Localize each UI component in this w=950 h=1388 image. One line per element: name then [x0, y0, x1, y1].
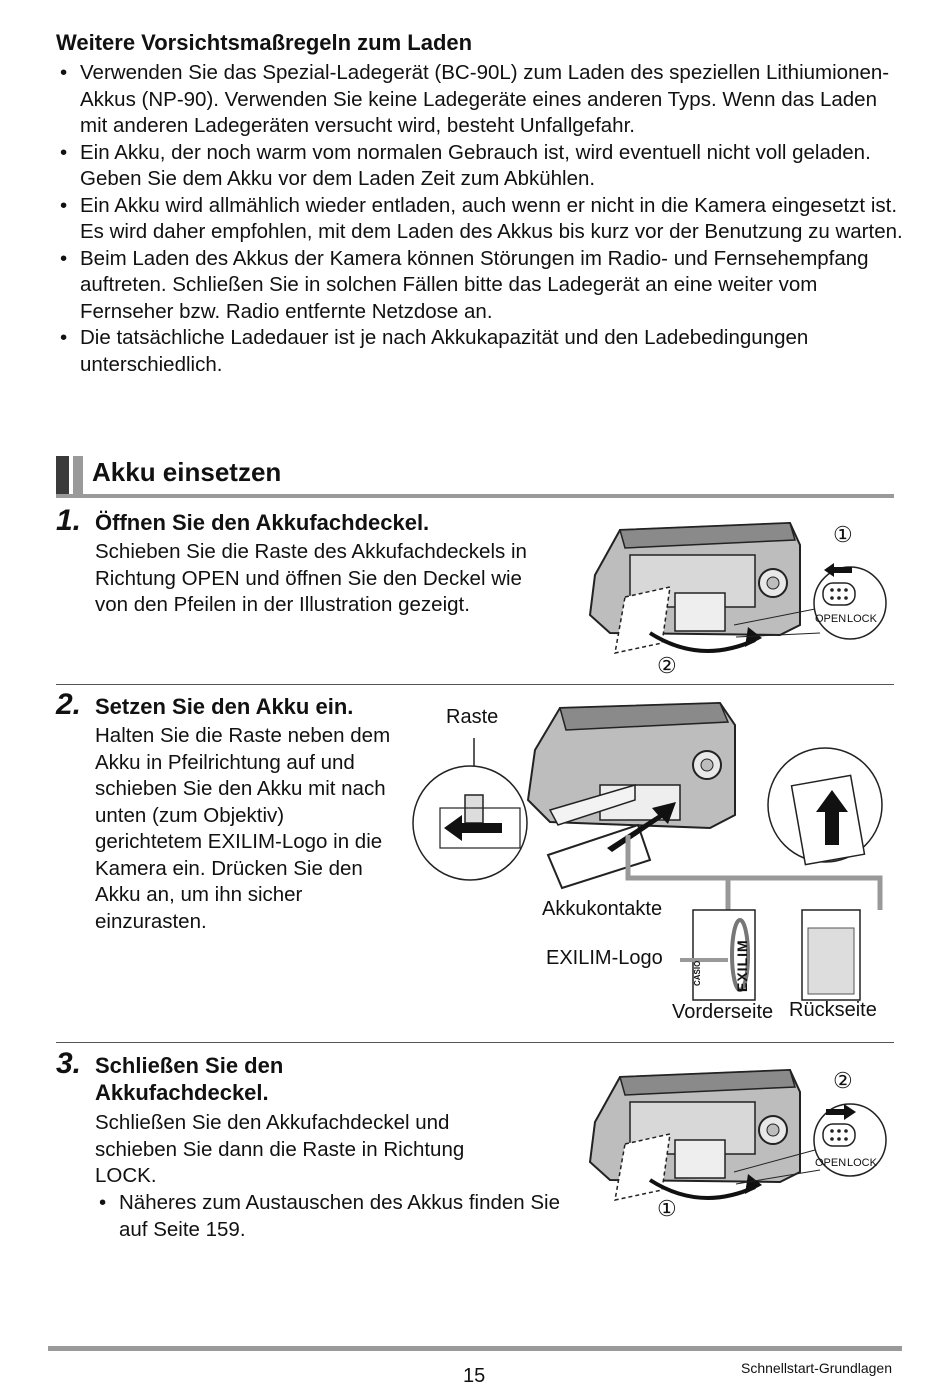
figure-label: Vorderseite	[672, 1001, 774, 1023]
footer-rule	[48, 1346, 902, 1351]
figure-label: Akkukontakte	[542, 898, 663, 920]
figure-label: EXILIM-Logo	[546, 947, 663, 969]
section-marker	[56, 456, 69, 494]
step-title: Akkufachdeckel.	[95, 1080, 269, 1105]
step-body: Schieben Sie die Raste des Akkufachdeckels in Richtung OPEN und öffnen Sie den Deckel wie von den Pfeilen in der Illustration gezeigt.	[95, 540, 527, 616]
step-number: 2.	[56, 688, 82, 721]
switch-open-label: OPEN	[815, 1157, 847, 1169]
list-item: • Ein Akku wird allmählich wieder entladen, auch wenn er nicht in die Kamera eingesetzt ist. Es wird daher empfohlen, mit dem Laden des Akkus bis kurz vor der Benutzung zu warten.	[56, 193, 906, 246]
step-title: Schließen Sie den	[95, 1053, 284, 1078]
list-item: • Verwenden Sie das Spezial-Ladegerät (BC-90L) zum Laden des speziellen Lithiumionen-Akkus (NP-90). Verwenden Sie keine Ladegeräte eines anderen Typs. Wenn das Laden mit anderen Ladegeräten versucht wird, besteht Unfallgefahr.	[56, 60, 906, 140]
step-note: Näheres zum Austauschen des Akkus finden Sie auf Seite 159.	[119, 1191, 561, 1241]
step-body: Halten Sie die Raste neben dem Akku in Pfeilrichtung auf und schieben Sie den Akku mit nach unten (zum Objektiv) gerichtetem EXILIM-Logo in die Kamera ein. Drücken Sie den Akku an, um ihn sicher einzurasten.	[95, 724, 391, 933]
step-title: Setzen Sie den Akku ein.	[95, 694, 354, 719]
note-bullet: •	[99, 1191, 107, 1214]
battery-brand-text: CASIO	[693, 960, 702, 986]
callout-number: ①	[833, 522, 853, 547]
battery-logo-text: EXILIM	[734, 939, 750, 992]
section-header	[56, 456, 894, 498]
switch-lock-label: LOCK	[847, 1157, 877, 1169]
step-body: Schließen Sie den Akkufachdeckel und schieben Sie dann die Raste in Richtung LOCK.	[95, 1111, 465, 1187]
precautions-heading: Weitere Vorsichtsmaßregeln zum Laden	[56, 30, 473, 55]
switch-open-label: OPEN	[815, 613, 847, 625]
precautions-list	[56, 60, 906, 378]
figure-label: Rückseite	[789, 999, 877, 1021]
step-separator	[56, 1042, 894, 1043]
list-item: • Beim Laden des Akkus der Kamera können Störungen im Radio- und Fernsehempfang auftreten. Schließen Sie in solchen Fällen bitte das Ladegerät an eine weiter vom Fernseher bzw. Radio entfernte Netzdose an.	[56, 246, 906, 326]
callout-number: ②	[833, 1068, 853, 1093]
insert-battery-illustration	[410, 700, 895, 1020]
callout-number: ②	[657, 653, 677, 678]
figure-label: Raste	[446, 706, 499, 728]
step-title: Öffnen Sie den Akkufachdeckel.	[95, 510, 430, 535]
list-item: • Die tatsächliche Ladedauer ist je nach Akkukapazität und den Ladebedingungen unterschiedlich.	[56, 325, 906, 378]
section-title: Akku einsetzen	[92, 457, 282, 487]
step-separator	[56, 684, 894, 685]
callout-number: ①	[657, 1196, 677, 1221]
step-number: 1.	[56, 504, 82, 537]
chapter-name: Schnellstart-Grundlagen	[741, 1360, 892, 1376]
switch-lock-label: LOCK	[847, 613, 877, 625]
list-item: • Ein Akku, der noch warm vom normalen Gebrauch ist, wird eventuell nicht voll geladen. Geben Sie dem Akku vor dem Laden Zeit zum Abkühlen.	[56, 140, 906, 193]
step-number: 3.	[56, 1047, 82, 1080]
section-marker	[73, 456, 83, 494]
page-number: 15	[463, 1365, 486, 1387]
